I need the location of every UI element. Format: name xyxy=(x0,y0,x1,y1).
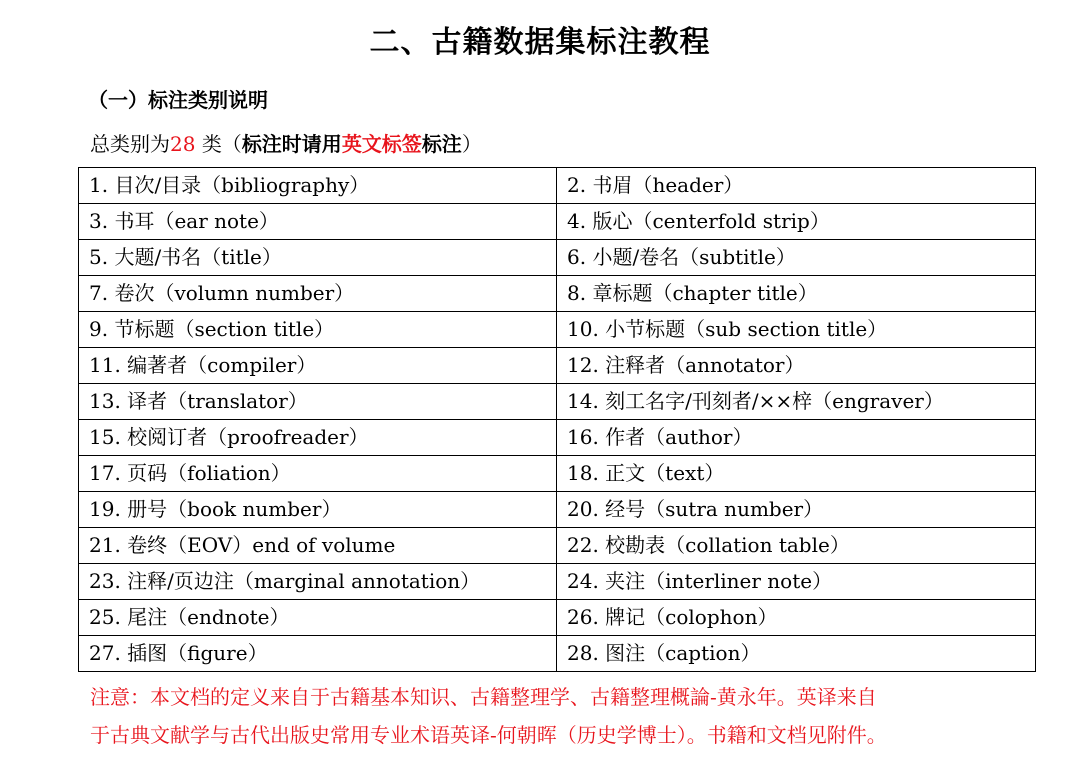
category-cell: 22. 校勘表（collation table） xyxy=(557,528,1036,564)
category-cell: 4. 版心（centerfold strip） xyxy=(557,204,1036,240)
table-row xyxy=(79,420,1036,456)
category-cell: 26. 牌记（colophon） xyxy=(557,600,1036,636)
category-table xyxy=(78,167,1036,672)
category-cell: 19. 册号（book number） xyxy=(79,492,557,528)
category-cell: 9. 节标题（section title） xyxy=(79,312,557,348)
category-cell: 21. 卷终（EOV）end of volume xyxy=(79,528,557,564)
note-line-2: 于古典文献学与古代出版史常用专业术语英译-何朝晖（历史学博士）。书籍和文档见附件。 xyxy=(90,723,887,747)
summary-prefix: 总类别为 xyxy=(90,132,170,156)
category-cell: 2. 书眉（header） xyxy=(557,168,1036,204)
summary-instruction-after: 标注 xyxy=(421,132,462,156)
category-cell: 8. 章标题（chapter title） xyxy=(557,276,1036,312)
page-title: 二、古籍数据集标注教程 xyxy=(369,25,711,60)
category-cell: 17. 页码（foliation） xyxy=(79,456,557,492)
summary-instruction-highlight: 英文标签 xyxy=(341,132,422,156)
table-row xyxy=(79,600,1036,636)
table-row xyxy=(79,384,1036,420)
table-row xyxy=(79,492,1036,528)
category-cell: 3. 书耳（ear note） xyxy=(79,204,557,240)
category-cell: 6. 小题/卷名（subtitle） xyxy=(557,240,1036,276)
category-cell: 25. 尾注（endnote） xyxy=(79,600,557,636)
category-count: 28 xyxy=(170,132,196,156)
category-cell: 10. 小节标题（sub section title） xyxy=(557,312,1036,348)
category-cell: 24. 夹注（interliner note） xyxy=(557,564,1036,600)
category-cell: 13. 译者（translator） xyxy=(79,384,557,420)
category-cell: 1. 目次/目录（bibliography） xyxy=(79,168,557,204)
category-summary xyxy=(90,128,482,160)
category-cell: 23. 注释/页边注（marginal annotation） xyxy=(79,564,557,600)
category-cell: 15. 校阅订者（proofreader） xyxy=(79,420,557,456)
category-table-body xyxy=(79,168,1036,672)
summary-close: ） xyxy=(461,132,482,156)
table-row xyxy=(79,564,1036,600)
table-row xyxy=(79,636,1036,672)
category-cell: 11. 编著者（compiler） xyxy=(79,348,557,384)
section-heading: （一）标注类别说明 xyxy=(88,88,268,112)
category-cell: 7. 卷次（volumn number） xyxy=(79,276,557,312)
category-cell: 12. 注释者（annotator） xyxy=(557,348,1036,384)
summary-suffix: 类（ xyxy=(201,132,242,156)
table-row xyxy=(79,204,1036,240)
note-line-1: 注意：本文档的定义来自于古籍基本知识、古籍整理学、古籍整理概論-黄永年。英译来自 xyxy=(90,685,877,709)
table-row xyxy=(79,456,1036,492)
category-cell: 20. 经号（sutra number） xyxy=(557,492,1036,528)
table-row xyxy=(79,528,1036,564)
summary-instruction-before: 标注时请用 xyxy=(241,132,342,156)
category-cell: 28. 图注（caption） xyxy=(557,636,1036,672)
category-cell: 14. 刻工名字/刊刻者/××梓（engraver） xyxy=(557,384,1036,420)
table-row xyxy=(79,240,1036,276)
source-note xyxy=(90,678,1040,754)
table-row xyxy=(79,168,1036,204)
category-cell: 16. 作者（author） xyxy=(557,420,1036,456)
category-cell: 18. 正文（text） xyxy=(557,456,1036,492)
table-row xyxy=(79,348,1036,384)
table-row xyxy=(79,276,1036,312)
category-cell: 5. 大题/书名（title） xyxy=(79,240,557,276)
category-cell: 27. 插图（figure） xyxy=(79,636,557,672)
table-row xyxy=(79,312,1036,348)
